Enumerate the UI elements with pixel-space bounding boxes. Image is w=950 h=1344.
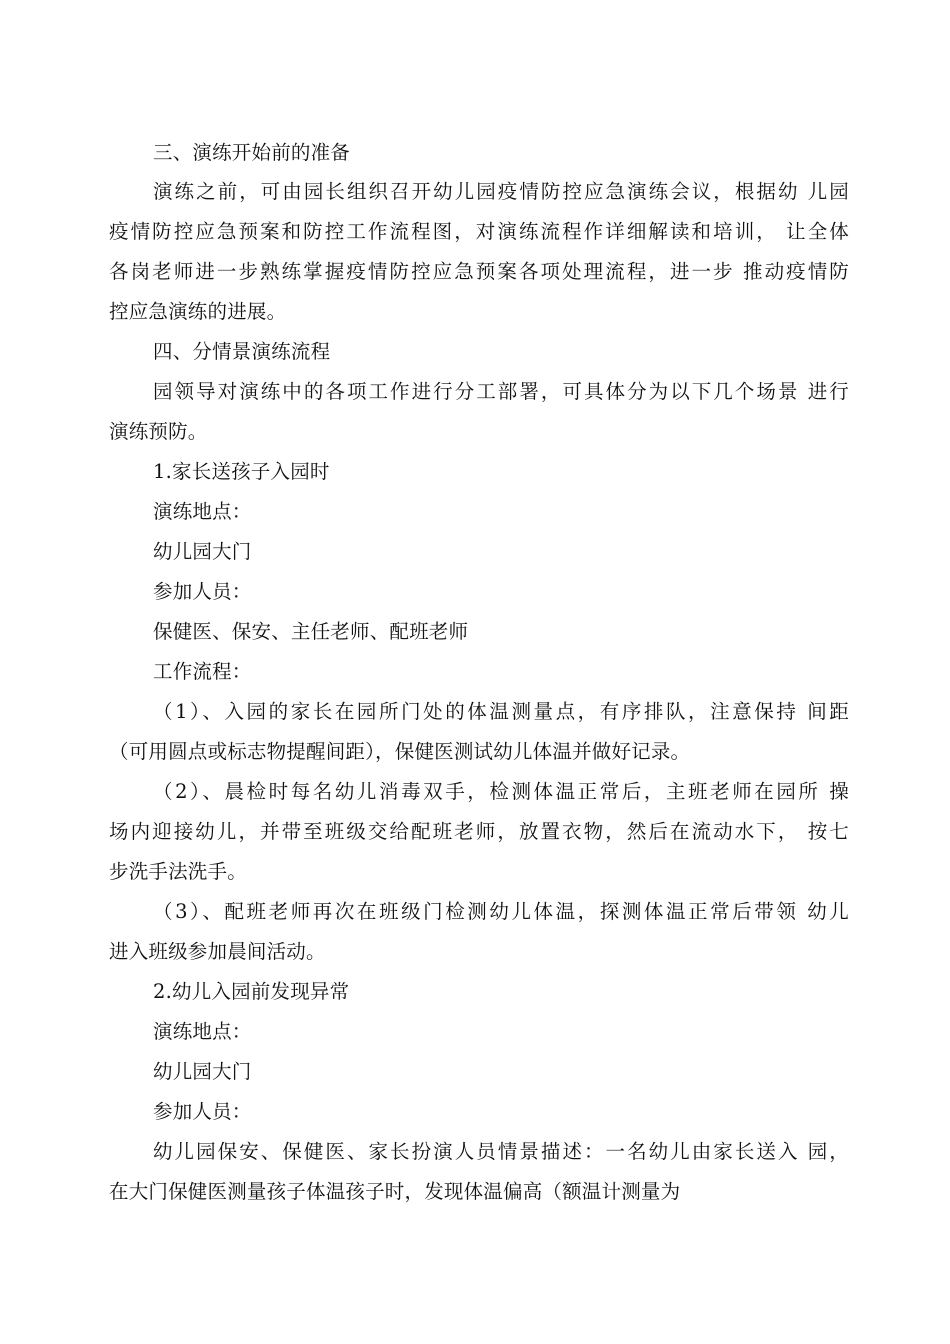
workflow-step-line: （3）、配班老师再次在班级门检测幼儿体温，探测体温正常后带领 幼儿 <box>153 900 849 923</box>
field-label-location: 演练地点： <box>153 1020 252 1043</box>
field-label-participants: 参加人员： <box>153 1100 252 1123</box>
field-value-participants: 保健医、保安、主任老师、配班老师 <box>153 620 469 643</box>
paragraph-line: 幼儿园保安、保健医、家长扮演人员情景描述：一名幼儿由家长送入 园， <box>153 1140 849 1163</box>
workflow-step-line: （2）、晨检时每名幼儿消毒双手，检测体温正常后，主班老师在园所 操 <box>153 780 849 803</box>
field-value-location: 幼儿园大门 <box>153 540 252 563</box>
field-label-participants: 参加人员： <box>153 580 252 603</box>
section-heading-preparation: 三、演练开始前的准备 <box>153 141 351 164</box>
workflow-step-line: 场内迎接幼儿，并带至班级交给配班老师，放置衣物，然后在流动水下， 按七 <box>109 820 849 843</box>
section-heading-scenarios: 四、分情景演练流程 <box>153 340 331 363</box>
paragraph-line: 疫情防控应急预案和防控工作流程图，对演练流程作详细解读和培训， 让全体 <box>109 220 849 243</box>
workflow-step-line: （1）、入园的家长在园所门处的体温测量点，有序排队，注意保持 间距 <box>153 700 849 723</box>
paragraph-line: 控应急演练的进展。 <box>109 300 287 323</box>
field-label-workflow: 工作流程： <box>153 660 252 683</box>
scenario-heading-2: 2.幼儿入园前发现异常 <box>153 980 350 1003</box>
paragraph-line: 在大门保健医测量孩子体温孩子时，发现体温偏高（额温计测量为 <box>109 1180 681 1203</box>
field-label-location: 演练地点： <box>153 500 252 523</box>
paragraph-line: 各岗老师进一步熟练掌握疫情防控应急预案各项处理流程，进一步 推动疫情防 <box>109 260 849 283</box>
workflow-step-line: 步洗手法洗手。 <box>109 860 247 883</box>
workflow-step-line: （可用圆点或标志物提醒间距），保健医测试幼儿体温并做好记录。 <box>109 740 691 763</box>
workflow-step-line: 进入班级参加晨间活动。 <box>109 940 326 963</box>
field-value-location: 幼儿园大门 <box>153 1060 252 1083</box>
scenario-heading-1: 1.家长送孩子入园时 <box>153 460 330 483</box>
paragraph-line: 演练预防。 <box>109 420 208 443</box>
paragraph-line: 演练之前，可由园长组织召开幼儿园疫情防控应急演练会议，根据幼 儿园 <box>153 180 849 203</box>
paragraph-line: 园领导对演练中的各项工作进行分工部署，可具体分为以下几个场景 进行 <box>153 380 849 403</box>
